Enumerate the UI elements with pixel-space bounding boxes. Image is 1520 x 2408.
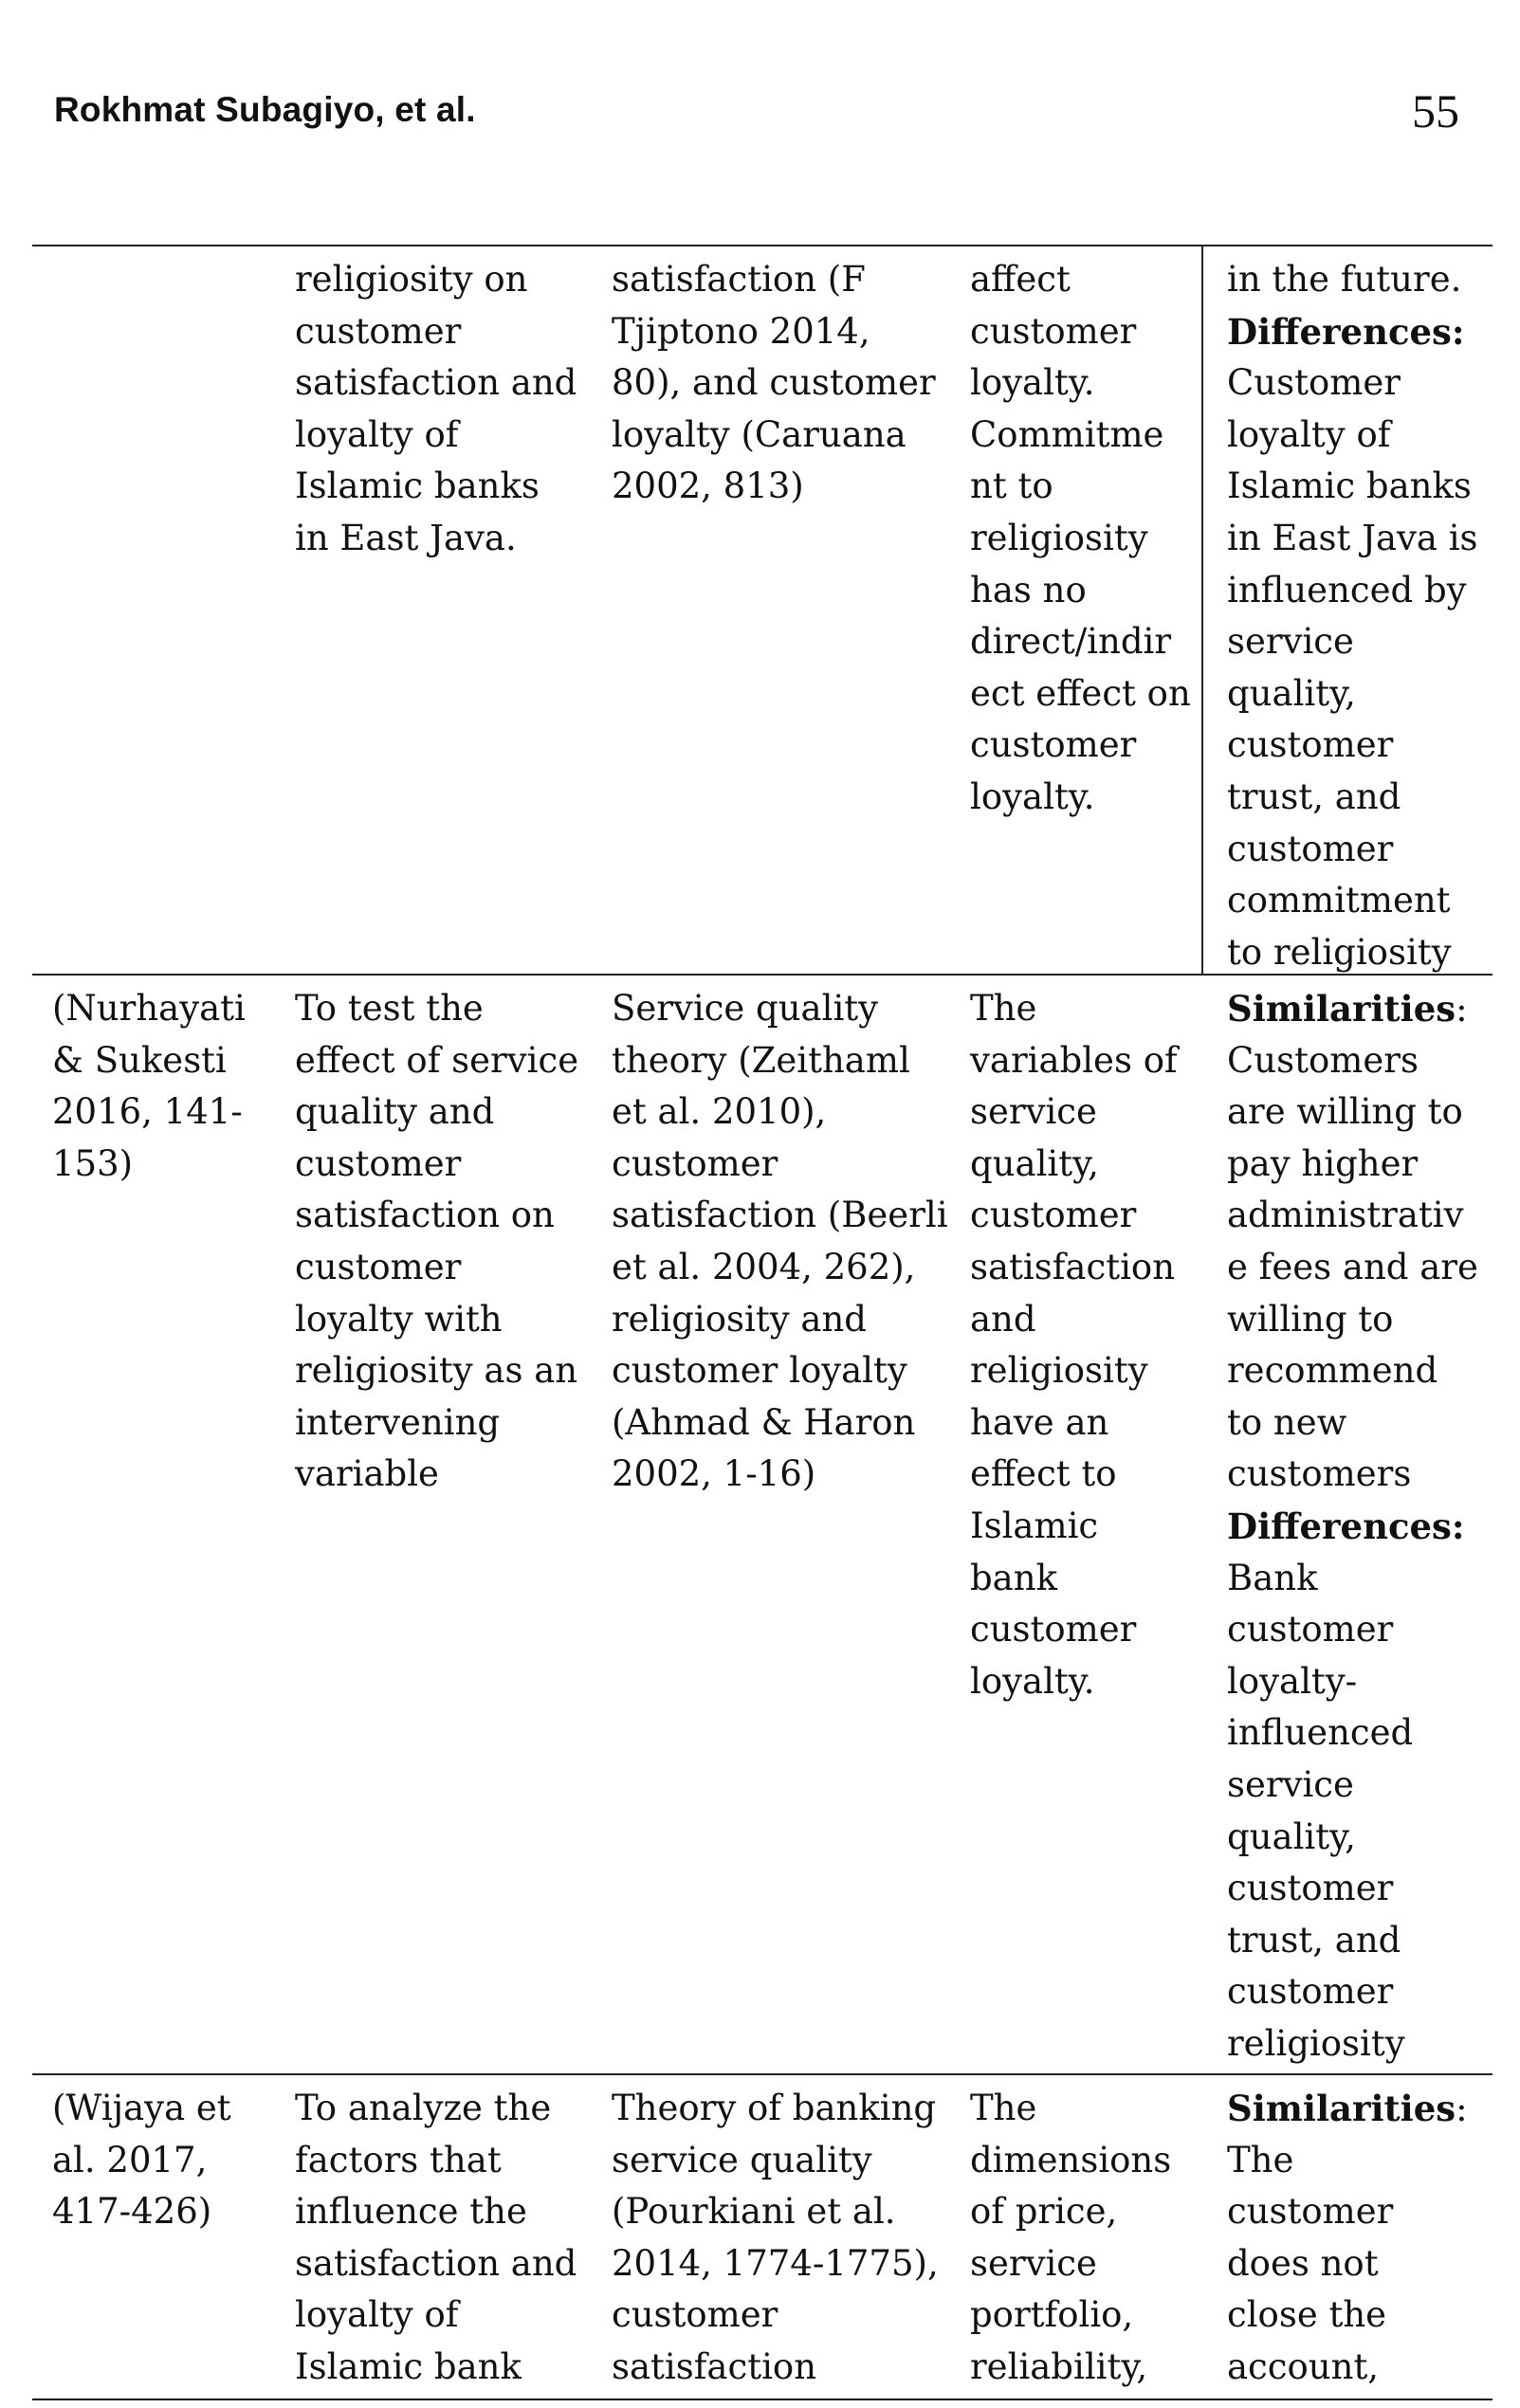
cell-line: customer bbox=[612, 1142, 778, 1184]
cell-line bbox=[1227, 616, 1478, 668]
cell-line: To analyze the bbox=[295, 2088, 552, 2128]
cell-line bbox=[1227, 1449, 1478, 1501]
cell-text: quality, bbox=[1227, 1815, 1356, 1857]
cell-line bbox=[1227, 1707, 1478, 1760]
cell-line: religiosity bbox=[970, 1350, 1148, 1392]
cell-line: bank bbox=[970, 1557, 1057, 1598]
cell-line: Islamic banks bbox=[295, 465, 540, 507]
cell-line: customer bbox=[970, 724, 1137, 766]
cell-line: has no bbox=[970, 569, 1087, 611]
cell-result bbox=[970, 254, 1191, 824]
cell-line: religiosity bbox=[970, 517, 1148, 558]
cell-comparison bbox=[1227, 254, 1478, 978]
cell-line bbox=[1227, 2135, 1468, 2187]
cell-line bbox=[1227, 1190, 1478, 1242]
cell-line: customer bbox=[970, 1195, 1137, 1236]
cell-objective bbox=[295, 983, 578, 1501]
cell-text: commitment bbox=[1227, 880, 1451, 921]
cell-line bbox=[1227, 1397, 1478, 1450]
cell-line: satisfaction bbox=[970, 1246, 1176, 1287]
cell-line bbox=[1227, 357, 1478, 410]
cell-objective bbox=[295, 2083, 577, 2394]
cell-line: customer bbox=[295, 310, 462, 352]
cell-text: loyalty of bbox=[1227, 413, 1391, 455]
cell-line bbox=[1227, 824, 1478, 876]
cell-result bbox=[970, 983, 1178, 1707]
cell-line: Islamic bank bbox=[295, 2345, 522, 2387]
cell-line bbox=[1227, 2186, 1468, 2238]
cell-line: customer loyalty bbox=[612, 1350, 907, 1392]
cell-line bbox=[1227, 2083, 1468, 2135]
cell-line: in East Java. bbox=[295, 517, 517, 558]
cell-line: variable bbox=[295, 1453, 439, 1495]
cell-line: The bbox=[970, 2088, 1037, 2128]
cell-line: al. 2017, bbox=[52, 2139, 208, 2180]
cell-line bbox=[1227, 668, 1478, 721]
cell-line: nt to bbox=[970, 465, 1053, 507]
cell-text: service bbox=[1227, 1763, 1354, 1805]
cell-line bbox=[1227, 1086, 1478, 1139]
cell-line bbox=[1227, 1501, 1478, 1553]
cell-line bbox=[1227, 565, 1478, 617]
cell-line: satisfaction and bbox=[295, 362, 577, 404]
cell-line bbox=[1227, 513, 1478, 565]
cell-text: to new bbox=[1227, 1401, 1347, 1443]
cell-line bbox=[1227, 927, 1478, 979]
cell-line bbox=[1227, 2289, 1468, 2342]
column-divider bbox=[1201, 246, 1203, 974]
cell-label-bold: Differences: bbox=[1227, 1505, 1465, 1547]
cell-line: service bbox=[970, 2242, 1097, 2284]
cell-text: Bank bbox=[1227, 1557, 1318, 1598]
cell-line: quality and bbox=[295, 1091, 495, 1133]
cell-line: (Ahmad & Haron bbox=[612, 1401, 916, 1443]
cell-line bbox=[1227, 2018, 1478, 2071]
cell-line bbox=[1227, 1656, 1478, 1708]
cell-text: customer bbox=[1227, 1971, 1394, 2013]
cell-text: trust, and bbox=[1227, 1919, 1401, 1961]
cell-line: (Wijaya et bbox=[52, 2088, 231, 2128]
cell-line: effect of service bbox=[295, 1039, 579, 1081]
table-row bbox=[32, 246, 1493, 976]
cell-text: are willing to bbox=[1227, 1091, 1463, 1133]
literature-review-table bbox=[32, 245, 1493, 2400]
cell-text: to religiosity bbox=[1227, 931, 1452, 973]
cell-line bbox=[1227, 1915, 1478, 1967]
cell-line: customer bbox=[612, 2294, 778, 2336]
cell-line bbox=[1227, 1966, 1478, 2018]
cell-theory bbox=[612, 983, 948, 1501]
cell-line bbox=[1227, 772, 1478, 824]
cell-text: in the future. bbox=[1227, 259, 1462, 300]
cell-text: does not bbox=[1227, 2242, 1379, 2284]
cell-label-suffix: : bbox=[1456, 2089, 1468, 2129]
cell-line: influence the bbox=[295, 2191, 527, 2233]
cell-line: satisfaction (F bbox=[612, 259, 866, 300]
cell-line: dimensions bbox=[970, 2139, 1172, 2180]
cell-line: 2014, 1774-1775), bbox=[612, 2242, 939, 2284]
cell-line bbox=[1227, 306, 1478, 358]
cell-line: 2002, 1-16) bbox=[612, 1453, 816, 1495]
cell-line: ect effect on bbox=[970, 672, 1191, 714]
table-row bbox=[32, 976, 1493, 2075]
cell-line: loyalty with bbox=[295, 1298, 503, 1340]
cell-line: religiosity on bbox=[295, 259, 528, 300]
cell-line: Islamic bbox=[970, 1505, 1099, 1546]
cell-comparison bbox=[1227, 2083, 1468, 2394]
cell-line: 80), and customer bbox=[612, 362, 936, 404]
cell-text: The bbox=[1227, 2139, 1294, 2180]
cell-text: customer bbox=[1227, 2191, 1394, 2233]
cell-line: portfolio, bbox=[970, 2294, 1134, 2336]
cell-line: Theory of banking bbox=[612, 2088, 937, 2128]
page-number: 55 bbox=[1412, 84, 1459, 137]
cell-theory bbox=[612, 254, 936, 513]
cell-text: customer bbox=[1227, 828, 1394, 869]
cell-text: Customers bbox=[1227, 1039, 1419, 1081]
cell-theory bbox=[612, 2083, 939, 2394]
cell-line: 153) bbox=[52, 1142, 134, 1184]
cell-text: religiosity bbox=[1227, 2022, 1405, 2064]
cell-comparison bbox=[1227, 983, 1478, 2070]
cell-line: customer bbox=[970, 310, 1137, 352]
cell-line: customer bbox=[295, 1142, 462, 1184]
cell-line: & Sukesti bbox=[52, 1039, 227, 1081]
cell-line: 2002, 813) bbox=[612, 465, 804, 507]
cell-line bbox=[1227, 2238, 1468, 2290]
cell-text: administrativ bbox=[1227, 1195, 1464, 1236]
cell-text: close the bbox=[1227, 2294, 1387, 2336]
cell-text: in East Java is bbox=[1227, 517, 1478, 558]
cell-line bbox=[1227, 1604, 1478, 1656]
cell-text: recommend bbox=[1227, 1350, 1438, 1392]
cell-label-bold: Similarities bbox=[1227, 988, 1456, 1030]
cell-line: loyalty. bbox=[970, 1660, 1095, 1702]
cell-text: willing to bbox=[1227, 1298, 1394, 1340]
cell-line: direct/indir bbox=[970, 621, 1172, 663]
cell-line: Tjiptono 2014, bbox=[612, 310, 870, 352]
cell-line: have an bbox=[970, 1401, 1109, 1443]
cell-line: reliability, bbox=[970, 2345, 1148, 2387]
cell-line: quality, bbox=[970, 1142, 1099, 1184]
cell-line: effect to bbox=[970, 1453, 1117, 1495]
cell-line: factors that bbox=[295, 2139, 502, 2180]
cell-label-bold: Similarities bbox=[1227, 2088, 1456, 2129]
cell-line bbox=[1227, 1760, 1478, 1812]
cell-text: Islamic banks bbox=[1227, 465, 1472, 507]
cell-line bbox=[1227, 1812, 1478, 1864]
cell-line bbox=[1227, 1345, 1478, 1397]
cell-line: The bbox=[970, 988, 1037, 1029]
cell-label-suffix: : bbox=[1456, 989, 1468, 1030]
cell-line: service quality bbox=[612, 2139, 872, 2180]
cell-line: (Pourkiani et al. bbox=[612, 2191, 896, 2233]
table-row bbox=[32, 2075, 1493, 2400]
cell-line bbox=[1227, 254, 1478, 306]
cell-line bbox=[1227, 410, 1478, 462]
cell-line: 417-426) bbox=[52, 2191, 212, 2233]
cell-line: Service quality bbox=[612, 988, 879, 1029]
cell-line: customer bbox=[295, 1246, 462, 1287]
cell-line: intervening bbox=[295, 1401, 501, 1443]
cell-text: quality, bbox=[1227, 672, 1356, 714]
cell-line: loyalty. bbox=[970, 362, 1095, 404]
cell-objective bbox=[295, 254, 577, 565]
cell-text: trust, and bbox=[1227, 775, 1401, 817]
cell-line: satisfaction bbox=[612, 2345, 817, 2387]
cell-line: loyalty (Caruana bbox=[612, 413, 907, 455]
cell-line bbox=[1227, 720, 1478, 772]
cell-line bbox=[1227, 875, 1478, 927]
cell-line: Commitme bbox=[970, 413, 1164, 455]
cell-line bbox=[1227, 461, 1478, 513]
cell-line: customer bbox=[970, 1609, 1137, 1651]
cell-line: et al. 2010), bbox=[612, 1091, 827, 1133]
cell-line: theory (Zeithaml bbox=[612, 1039, 910, 1081]
cell-line: religiosity and bbox=[612, 1298, 867, 1340]
cell-line bbox=[1227, 1553, 1478, 1605]
cell-text: customer bbox=[1227, 1868, 1394, 1909]
cell-line: (Nurhayati bbox=[52, 988, 246, 1029]
cell-line: variables of bbox=[970, 1039, 1178, 1081]
cell-line: religiosity as an bbox=[295, 1350, 578, 1392]
cell-line: of price, bbox=[970, 2191, 1118, 2233]
cell-line bbox=[1227, 2342, 1468, 2394]
cell-line: satisfaction (Beerli bbox=[612, 1195, 948, 1236]
cell-text: Customer bbox=[1227, 362, 1401, 404]
cell-text: customers bbox=[1227, 1453, 1412, 1495]
cell-line: service bbox=[970, 1091, 1097, 1133]
cell-line bbox=[1227, 1294, 1478, 1346]
cell-line: loyalty of bbox=[295, 2294, 459, 2336]
cell-text: customer bbox=[1227, 1609, 1394, 1651]
cell-line: et al. 2004, 262), bbox=[612, 1246, 916, 1287]
cell-study bbox=[52, 983, 246, 1190]
cell-label-bold: Differences: bbox=[1227, 310, 1465, 353]
cell-line: loyalty. bbox=[970, 775, 1095, 817]
cell-line: satisfaction and bbox=[295, 2242, 577, 2284]
cell-line: loyalty of bbox=[295, 413, 459, 455]
cell-line bbox=[1227, 1035, 1478, 1087]
cell-line bbox=[1227, 1242, 1478, 1294]
cell-text: account, bbox=[1227, 2345, 1380, 2387]
cell-text: loyalty- bbox=[1227, 1660, 1358, 1702]
cell-text: e fees and are bbox=[1227, 1246, 1478, 1287]
cell-line: satisfaction on bbox=[295, 1195, 555, 1236]
cell-text: pay higher bbox=[1227, 1142, 1419, 1184]
running-head: Rokhmat Subagiyo, et al. bbox=[54, 90, 476, 129]
cell-line bbox=[1227, 1863, 1478, 1915]
cell-text: influenced by bbox=[1227, 569, 1467, 611]
cell-line bbox=[1227, 983, 1478, 1035]
cell-line: and bbox=[970, 1298, 1036, 1340]
cell-text: service bbox=[1227, 621, 1354, 663]
cell-line bbox=[1227, 1139, 1478, 1191]
cell-result bbox=[970, 2083, 1171, 2394]
cell-text: influenced bbox=[1227, 1712, 1414, 1754]
cell-line: 2016, 141- bbox=[52, 1091, 243, 1133]
cell-study bbox=[52, 2083, 231, 2238]
cell-text: customer bbox=[1227, 724, 1394, 766]
cell-line: To test the bbox=[295, 988, 484, 1029]
cell-line: affect bbox=[970, 259, 1071, 300]
